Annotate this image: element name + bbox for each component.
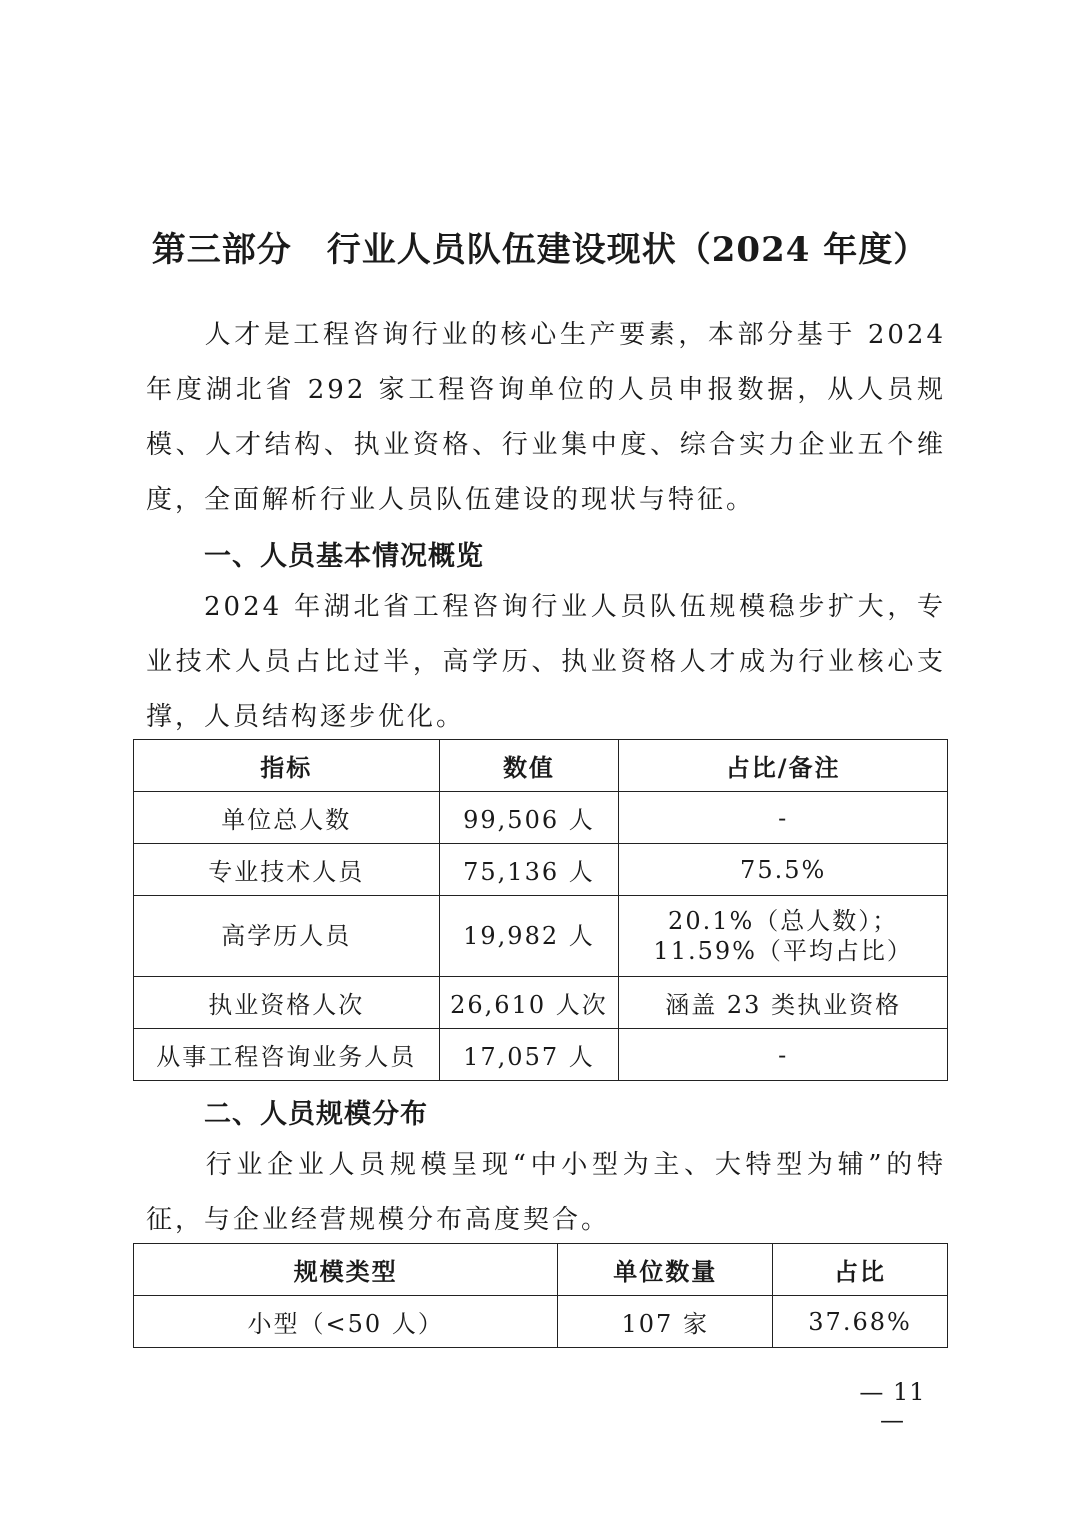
intro-paragraph-text: 人才是工程咨询行业的核心生产要素，本部分基于 2024 年度湖北省 292 家工程咨询单位的人员申报数据，从人员规模、人才结构、执业资格、行业集中度、综合实力企业五个维度，全面解析行业人员队伍建设的现状与特征。 xyxy=(146,320,946,515)
column-header: 占比/备注 xyxy=(619,740,948,792)
page-number: — 11 — xyxy=(859,1378,926,1434)
indicator-cell: 单位总人数 xyxy=(134,792,440,844)
note-cell: - xyxy=(619,792,948,844)
table-row xyxy=(134,792,948,844)
column-header: 单位数量 xyxy=(558,1244,773,1296)
personnel-overview-table xyxy=(133,739,948,1081)
section-heading-overview: 一、人员基本情况概览 xyxy=(204,541,484,572)
value-cell: 99,506 人 xyxy=(439,792,619,844)
value-cell: 17,057 人 xyxy=(439,1029,619,1081)
overview-paragraph-text: 2024 年湖北省工程咨询行业人员队伍规模稳步扩大，专业技术人员占比过半，高学历、执业资格人才成为行业核心支撑，人员结构逐步优化。 xyxy=(146,592,946,732)
note-cell: 涵盖 23 类执业资格 xyxy=(619,977,948,1029)
note-cell: - xyxy=(619,1029,948,1081)
table-row xyxy=(134,977,948,1029)
value-cell: 19,982 人 xyxy=(439,896,619,977)
table-row xyxy=(134,1029,948,1081)
section-heading-scale: 二、人员规模分布 xyxy=(204,1099,428,1130)
scale-paragraph xyxy=(146,1138,946,1248)
column-header: 规模类型 xyxy=(134,1244,558,1296)
note-cell: 75.5% xyxy=(619,844,948,896)
table-row xyxy=(134,844,948,896)
percentage-cell: 37.68% xyxy=(773,1296,948,1348)
scale-type-cell: 小型（<50 人） xyxy=(134,1296,558,1348)
value-cell: 26,610 人次 xyxy=(439,977,619,1029)
indicator-cell: 高学历人员 xyxy=(134,896,440,977)
indicator-cell: 专业技术人员 xyxy=(134,844,440,896)
note-line: 11.59%（平均占比） xyxy=(653,937,913,965)
table-header-row xyxy=(134,1244,948,1296)
note-cell xyxy=(619,896,948,977)
indicator-cell: 执业资格人次 xyxy=(134,977,440,1029)
unit-count-cell: 107 家 xyxy=(558,1296,773,1348)
column-header: 数值 xyxy=(439,740,619,792)
page-title: 第三部分 行业人员队伍建设现状（2024 年度） xyxy=(151,230,929,270)
column-header: 占比 xyxy=(773,1244,948,1296)
scale-paragraph-text: 行业企业人员规模呈现“中小型为主、大特型为辅”的特征，与企业经营规模分布高度契合。 xyxy=(146,1150,946,1235)
value-cell: 75,136 人 xyxy=(439,844,619,896)
overview-paragraph xyxy=(146,580,946,745)
indicator-cell: 从事工程咨询业务人员 xyxy=(134,1029,440,1081)
table-row xyxy=(134,1296,948,1348)
note-line: 20.1%（总人数）； xyxy=(668,907,899,935)
table-row xyxy=(134,896,948,977)
intro-paragraph xyxy=(146,308,946,528)
scale-distribution-table xyxy=(133,1243,948,1348)
column-header: 指标 xyxy=(134,740,440,792)
table-header-row xyxy=(134,740,948,792)
